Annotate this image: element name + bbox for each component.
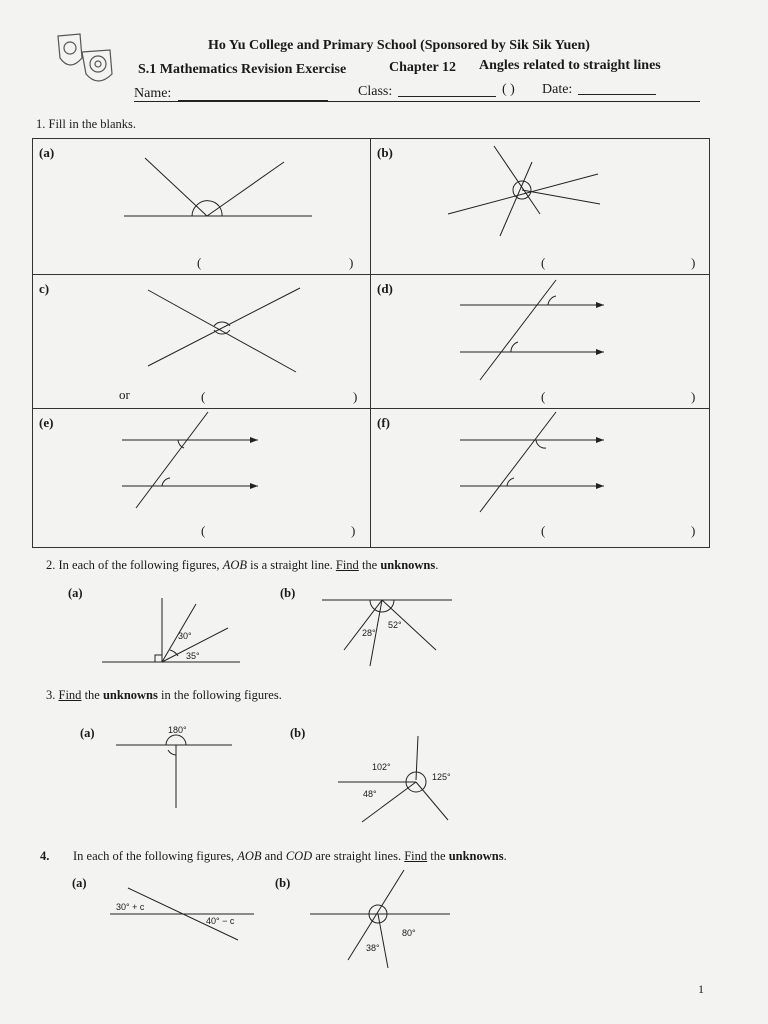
chapter-label: Chapter 12 bbox=[389, 60, 457, 75]
q3-text: 3. Find the unknowns in the following figures. bbox=[46, 688, 282, 702]
answer-open-paren: ( bbox=[197, 255, 202, 270]
q1-cell-label: (f) bbox=[377, 415, 390, 430]
q4-text: In each of the following figures, AOB and COD are straight lines. Find the unknowns. bbox=[73, 849, 507, 863]
q1-cell-label: (e) bbox=[39, 415, 54, 430]
answer-open-paren: ( bbox=[201, 523, 206, 538]
q3b-angle-125: 125° bbox=[432, 772, 451, 782]
or-label: or bbox=[119, 387, 130, 402]
page-number: 1 bbox=[698, 982, 704, 996]
answer-open-paren: ( bbox=[541, 255, 546, 270]
q1-cell-label: (d) bbox=[377, 281, 393, 296]
answer-open-paren: ( bbox=[541, 389, 546, 404]
q2a-angle-30: 30° bbox=[178, 631, 192, 641]
answer-close-paren: ) bbox=[691, 389, 696, 404]
q2-text: 2. In each of the following figures, AOB is a straight line. Find the unknowns. bbox=[46, 558, 439, 572]
q2a-label: (a) bbox=[68, 586, 83, 600]
q3b-angle-102: 102° bbox=[372, 762, 391, 772]
q1-cell-label: (b) bbox=[377, 145, 393, 160]
q3a-label: (a) bbox=[80, 726, 95, 740]
q4a-angle-30-plus-c: 30° + c bbox=[116, 902, 145, 912]
answer-close-paren: ) bbox=[691, 255, 696, 270]
topic-title: Angles related to straight lines bbox=[479, 58, 661, 73]
q3b-angle-48: 48° bbox=[363, 789, 377, 799]
q3a-angle-180: 180° bbox=[168, 725, 187, 735]
q2b-angle-28: 28° bbox=[362, 628, 376, 638]
class-label: Class: bbox=[358, 84, 393, 99]
answer-close-paren: ) bbox=[353, 389, 358, 404]
q1-title: 1. Fill in the blanks. bbox=[36, 117, 136, 131]
answer-open-paren: ( bbox=[541, 523, 546, 538]
answer-close-paren: ) bbox=[691, 523, 696, 538]
q4b-angle-38: 38° bbox=[366, 943, 380, 953]
q4b-angle-80: 80° bbox=[402, 928, 416, 938]
answer-open-paren: ( bbox=[201, 389, 206, 404]
q4a-label: (a) bbox=[72, 876, 87, 890]
exercise-title: S.1 Mathematics Revision Exercise bbox=[138, 62, 347, 77]
date-label: Date: bbox=[542, 82, 573, 97]
q2a-angle-35: 35° bbox=[186, 651, 200, 661]
q2b-angle-52: 52° bbox=[388, 620, 402, 630]
q3b-label: (b) bbox=[290, 726, 306, 740]
q4b-label: (b) bbox=[275, 876, 291, 890]
answer-close-paren: ) bbox=[349, 255, 354, 270]
answer-close-paren: ) bbox=[351, 523, 356, 538]
q4a-angle-40-minus-c: 40° − c bbox=[206, 916, 235, 926]
q1-cell-label: c) bbox=[39, 281, 50, 296]
q1-cell-label: (a) bbox=[39, 145, 55, 160]
name-label: Name: bbox=[134, 86, 172, 101]
q2b-label: (b) bbox=[280, 586, 296, 600]
school-name: Ho Yu College and Primary School (Sponsored by Sik Sik Yuen) bbox=[208, 38, 590, 53]
class-number-field[interactable]: ( ) bbox=[502, 82, 515, 97]
q4-number: 4. bbox=[40, 849, 50, 863]
